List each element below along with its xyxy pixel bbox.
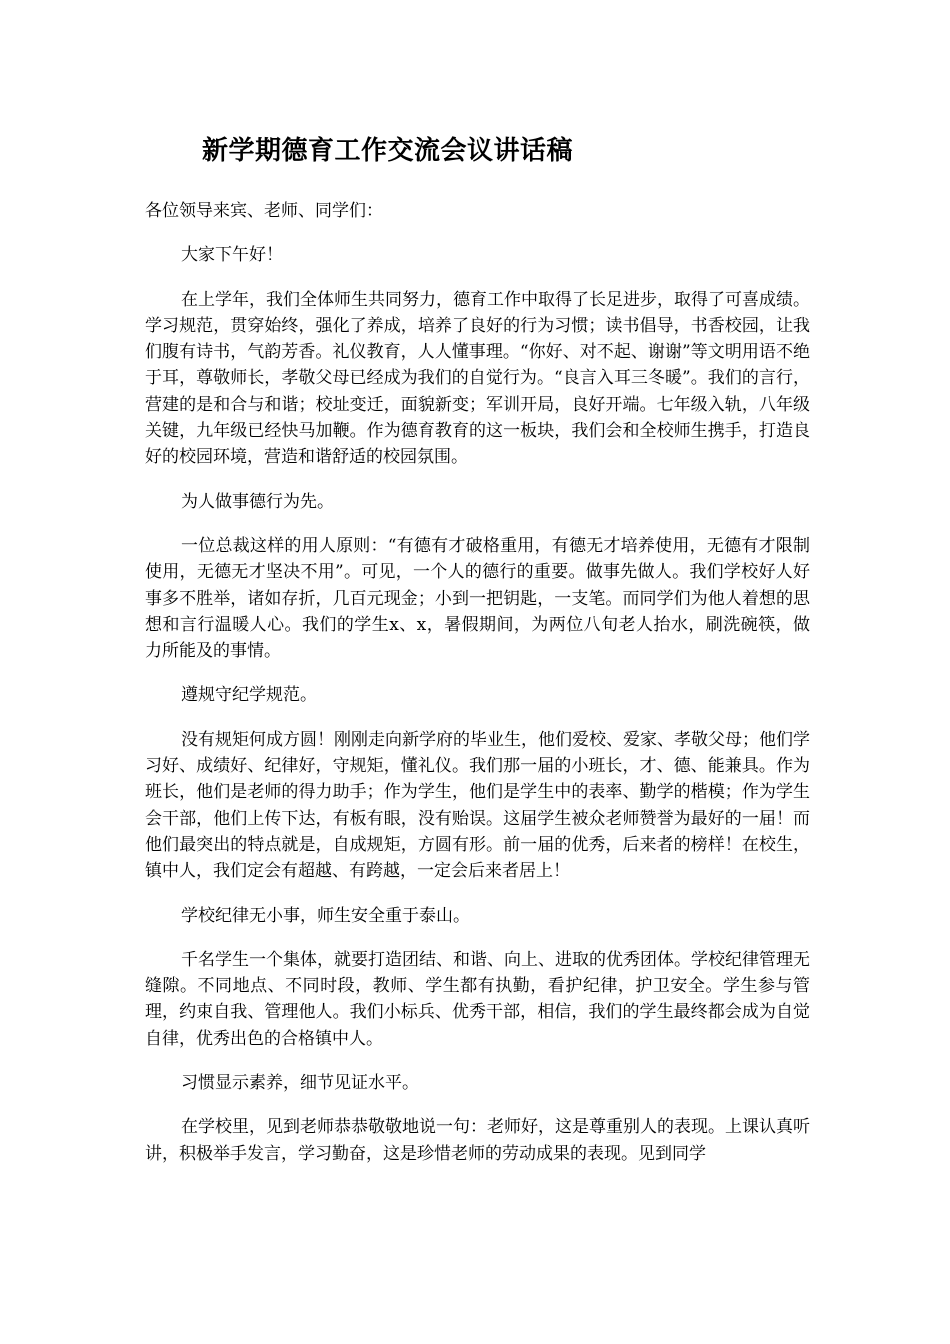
section-heading: 学校纪律无小事，师生安全重于泰山。 xyxy=(181,905,470,926)
document-body xyxy=(145,198,810,1185)
section-heading: 为人做事德行为先。 xyxy=(181,491,334,512)
document-title: 新学期德育工作交流会议讲话稿 xyxy=(202,136,574,166)
paragraph: 一位总裁这样的用人原则：“有德有才破格重用，有德无才培养使用，无德有才限制使用，无德无才坚决不用”。可见，一个人的德行的重要。做事先做人。我们学校好人好事多不胜举，诸如存折，几百元现金；小到一把钥匙，一支笔。而同学们为他人着想的思想和言行温暖人心。我们的学生x、x，暑假期间，为两位八旬老人抬水，刷洗碗筷，做力所能及的事情。 xyxy=(145,535,810,662)
paragraph: 千名学生一个集体，就要打造团结、和谐、向上、进取的优秀团体。学校纪律管理无缝隙。不同地点、不同时段，教师、学生都有执勤，看护纪律，护卫安全。学生参与管理，约束自我、管理他人。我们小标兵、优秀干部，相信，我们的学生最终都会成为自觉自律，优秀出色的合格镇中人。 xyxy=(145,949,810,1049)
greeting: 大家下午好！ xyxy=(181,245,283,266)
paragraph: 在学校里，见到老师恭恭敬敬地说一句：老师好，这是尊重别人的表现。上课认真听讲，积极举手发言，学习勤奋，这是珍惜老师的劳动成果的表现。见到同学 xyxy=(145,1117,810,1164)
paragraph: 没有规矩何成方圆！刚刚走向新学府的毕业生，他们爱校、爱家、孝敬父母；他们学习好、成绩好、纪律好，守规矩，懂礼仪。我们那一届的小班长，才、德、能兼具。作为班长，他们是老师的得力助手；作为学生，他们是学生中的表率、勤学的楷模；作为学生会干部，他们上传下达，有板有眼，没有贻误。这届学生被众老师赞誉为最好的一届！而他们最突出的特点就是，自成规矩，方圆有形。前一届的优秀，后来者的榜样！在校生，镇中人，我们定会有超越、有跨越，一定会后来者居上！ xyxy=(145,729,810,882)
paragraph: 在上学年，我们全体师生共同努力，德育工作中取得了长足进步，取得了可喜成绩。学习规范，贯穿始终，强化了养成，培养了良好的行为习惯；读书倡导，书香校园，让我们腹有诗书，气韵芳香。礼仪教育，人人懂事理。“你好、对不起、谢谢”等文明用语不绝于耳，尊敬师长，孝敬父母已经成为我们的自觉行为。“良言入耳三冬暖”。我们的言行，营建的是和合与和谐；校址变迁，面貌新变；军训开局，良好开端。七年级入轨，八年级关键，九年级已经快马加鞭。作为德育教育的这一板块，我们会和全校师生携手，打造良好的校园环境，营造和谐舒适的校园氛围。 xyxy=(145,289,810,468)
section-heading: 习惯显示素养，细节见证水平。 xyxy=(181,1073,419,1094)
salutation: 各位领导来宾、老师、同学们： xyxy=(145,201,383,221)
section-heading: 遵规守纪学规范。 xyxy=(181,685,317,706)
